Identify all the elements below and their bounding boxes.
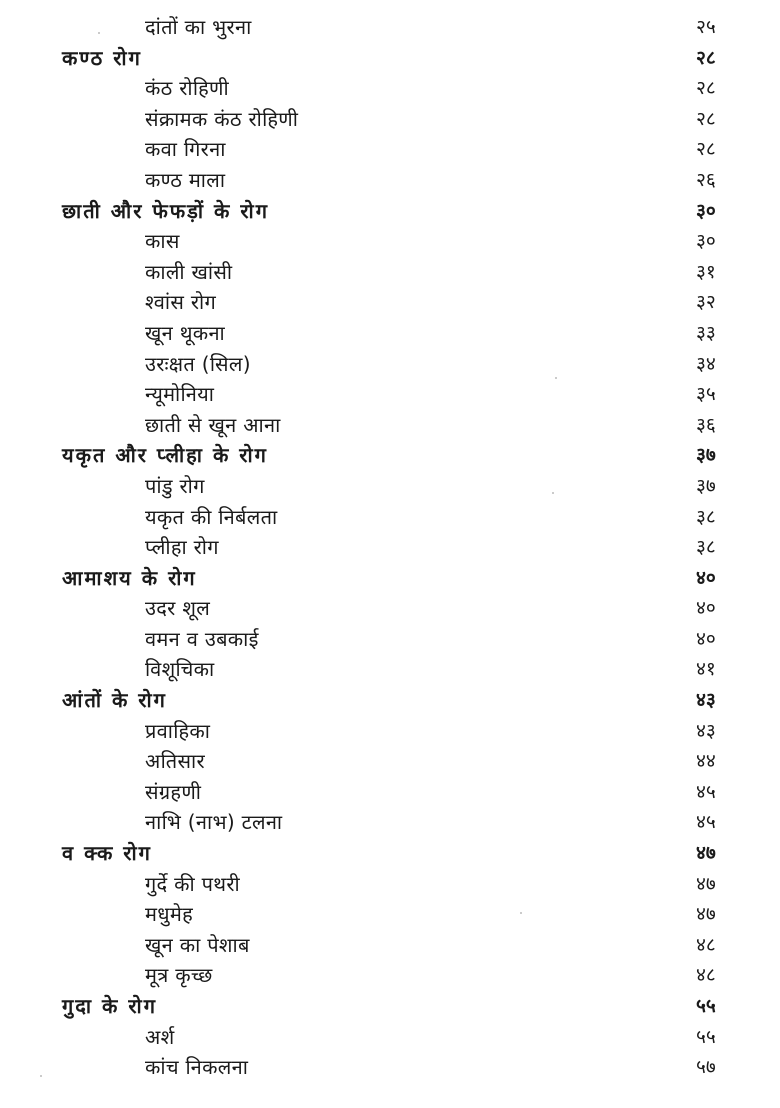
entry-title: अतिसार xyxy=(145,749,205,774)
page-number: ३६ xyxy=(696,413,716,436)
entry-title: छाती से खून आना xyxy=(145,412,281,437)
section-title: कण्ठ रोग xyxy=(62,45,142,70)
page-number: ३० xyxy=(696,199,716,222)
page-number: ४५ xyxy=(696,780,716,803)
page-number: ४८ xyxy=(696,964,716,987)
toc-entry xyxy=(0,930,780,961)
page-number: ५५ xyxy=(696,995,716,1017)
entry-title: दांतों का भुरना xyxy=(145,15,252,39)
toc-section-heading xyxy=(0,685,780,716)
entry-title: मूत्र कृच्छ xyxy=(145,963,213,988)
page-number: ४८ xyxy=(696,933,716,956)
entry-title: संग्रहणी xyxy=(145,779,202,804)
entry-title: प्रवाहिका xyxy=(145,718,211,743)
toc-entry xyxy=(0,960,780,991)
scan-speck xyxy=(555,377,557,379)
section-title: आंतों के रोग xyxy=(62,688,167,713)
entry-title: कण्ठ माला xyxy=(145,167,226,192)
entry-title: प्लीहा रोग xyxy=(145,535,219,560)
page-number: ४७ xyxy=(696,903,716,926)
scan-speck xyxy=(552,492,554,494)
toc-entry xyxy=(0,104,780,135)
toc-section-heading xyxy=(0,43,780,74)
page-number: ३७ xyxy=(696,444,716,467)
page-number: २६ xyxy=(696,168,716,191)
entry-title: पांडु रोग xyxy=(145,473,205,498)
toc-entry xyxy=(0,593,780,624)
toc-entry xyxy=(0,807,780,838)
page-number: ४१ xyxy=(696,658,716,681)
entry-title: खून थूकना xyxy=(145,320,226,345)
toc-entry xyxy=(0,73,780,104)
entry-title: यकृत की निर्बलता xyxy=(145,504,278,529)
page-number: ३४ xyxy=(696,352,716,375)
toc-entry xyxy=(0,257,780,288)
entry-title: विशूचिका xyxy=(145,657,215,682)
toc-entry xyxy=(0,1022,780,1053)
entry-title: नाभि (नाभ) टलना xyxy=(145,810,283,835)
toc-entry xyxy=(0,134,780,165)
page-number: ४० xyxy=(696,627,716,650)
page-number: ३५ xyxy=(696,383,716,406)
toc-entry xyxy=(0,318,780,349)
toc-entry xyxy=(0,624,780,655)
page-number: ४३ xyxy=(696,719,716,742)
section-title: व क्क रोग xyxy=(62,841,152,866)
page-number: २८ xyxy=(696,77,716,100)
entry-title: कांच निकलना xyxy=(145,1055,249,1080)
entry-title: अर्श xyxy=(145,1024,175,1049)
entry-title: मधुमेह xyxy=(145,902,194,927)
page-number: २८ xyxy=(696,138,716,161)
toc-entry xyxy=(0,226,780,257)
page-number: ४० xyxy=(696,597,716,620)
toc-entry xyxy=(0,12,780,43)
toc-section-heading xyxy=(0,838,780,869)
page-number: ४७ xyxy=(696,842,716,865)
toc-entry xyxy=(0,471,780,502)
entry-title: उदर शूल xyxy=(145,596,211,621)
scan-speck xyxy=(40,1075,42,1077)
entry-title: श्वांस रोग xyxy=(145,290,217,315)
page-number: ४३ xyxy=(696,689,716,712)
page-number: ४४ xyxy=(696,750,716,773)
page-number: ५७ xyxy=(696,1056,716,1079)
entry-title: गुर्दे की पथरी xyxy=(145,871,241,896)
toc-entry xyxy=(0,287,780,318)
toc-entry xyxy=(0,379,780,410)
entry-title: उरःक्षत (सिल) xyxy=(145,351,251,376)
page-number: ३० xyxy=(696,230,716,253)
entry-title: संक्रामक कंठ रोहिणी xyxy=(145,106,299,131)
entry-title: खून का पेशाब xyxy=(145,932,250,957)
page-number: ३८ xyxy=(696,505,716,528)
toc-entry xyxy=(0,777,780,808)
toc-section-heading xyxy=(0,991,780,1022)
entry-title: वमन व उबकाई xyxy=(145,626,259,651)
page-number: ३१ xyxy=(696,260,716,283)
toc-entry xyxy=(0,410,780,441)
toc-section-heading xyxy=(0,440,780,471)
section-title: यकृत और प्लीहा के रोग xyxy=(62,443,268,468)
toc-entry xyxy=(0,899,780,930)
entry-title: कवा गिरना xyxy=(145,137,226,162)
page-number: ४७ xyxy=(696,872,716,895)
page-number: २५ xyxy=(696,16,716,38)
scan-speck xyxy=(98,32,100,34)
toc-section-heading xyxy=(0,563,780,594)
toc-entry xyxy=(0,349,780,380)
scan-speck xyxy=(520,912,522,914)
toc-entry xyxy=(0,716,780,747)
entry-title: कंठ रोहिणी xyxy=(145,76,229,101)
entry-title: कास xyxy=(145,229,180,254)
toc-entry xyxy=(0,869,780,900)
page-number: २८ xyxy=(696,107,716,130)
page-number: २८ xyxy=(696,46,716,69)
table-of-contents xyxy=(0,12,780,1083)
page-number: ४० xyxy=(696,566,716,589)
toc-entry xyxy=(0,654,780,685)
toc-entry xyxy=(0,165,780,196)
entry-title: काली खांसी xyxy=(145,259,233,284)
section-title: छाती और फेफड़ों के रोग xyxy=(62,198,269,223)
page-number: ३३ xyxy=(696,321,716,344)
toc-entry xyxy=(0,746,780,777)
page-number: ३२ xyxy=(696,291,716,314)
section-title: आमाशय के रोग xyxy=(62,565,197,590)
toc-entry xyxy=(0,502,780,533)
page-number: ५५ xyxy=(696,1025,716,1048)
section-title: गुदा के रोग xyxy=(62,994,157,1018)
page-number: ३८ xyxy=(696,536,716,559)
entry-title: न्यूमोनिया xyxy=(145,382,215,407)
toc-section-heading xyxy=(0,196,780,227)
toc-entry xyxy=(0,532,780,563)
toc-entry xyxy=(0,1052,780,1083)
page-number: ४५ xyxy=(696,811,716,834)
page-number: ३७ xyxy=(696,474,716,497)
